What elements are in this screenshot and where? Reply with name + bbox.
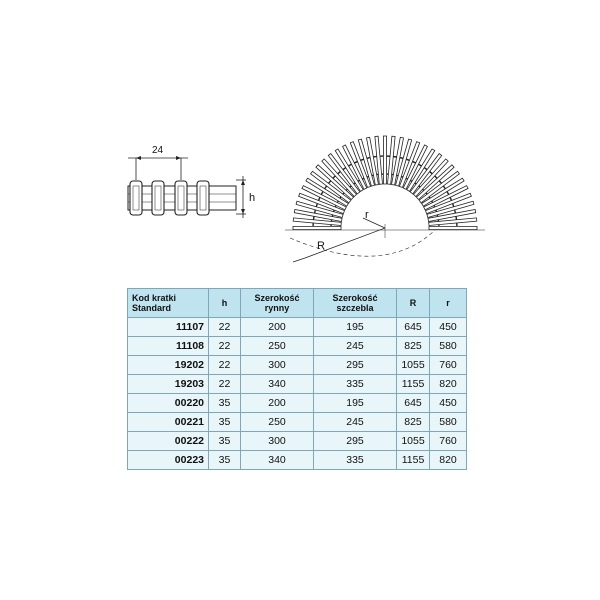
dimension-pitch-label: 24: [152, 145, 164, 156]
h-cell: 35: [209, 451, 241, 470]
gutter-width-cell: 250: [241, 413, 314, 432]
R-cell: 1155: [397, 375, 430, 394]
h-cell: 22: [209, 337, 241, 356]
R-cell: 1055: [397, 432, 430, 451]
technical-drawing: [0, 0, 600, 290]
bar-profile: [197, 181, 209, 215]
gutter-width-cell: 300: [241, 356, 314, 375]
header-code: [128, 289, 209, 318]
dimension-outer-radius-line: [293, 258, 305, 262]
code-cell: 11107: [128, 318, 209, 337]
header-code-line1: Kod kratki: [132, 293, 177, 303]
header-code-line2: Standard: [132, 303, 172, 313]
r-cell: 820: [430, 451, 467, 470]
r-cell: 580: [430, 413, 467, 432]
table-row: [128, 432, 467, 451]
table-row: [128, 337, 467, 356]
r-cell: 820: [430, 375, 467, 394]
gutter-width-cell: 200: [241, 318, 314, 337]
header-R: R: [397, 289, 430, 318]
table-header-row: [128, 289, 467, 318]
code-cell: 00223: [128, 451, 209, 470]
bar-width-cell: 295: [314, 356, 397, 375]
bar-profile: [175, 181, 187, 215]
h-cell: 35: [209, 413, 241, 432]
table-row: [128, 413, 467, 432]
code-cell: 00221: [128, 413, 209, 432]
R-cell: 645: [397, 318, 430, 337]
table-row: [128, 318, 467, 337]
bar-profile: [152, 181, 164, 215]
grating-bar: [383, 136, 386, 184]
bar-width-cell: 335: [314, 375, 397, 394]
table-row: [128, 375, 467, 394]
h-cell: 22: [209, 318, 241, 337]
dimension-height-label: h: [249, 192, 256, 204]
code-cell: 00222: [128, 432, 209, 451]
bar-width-cell: 195: [314, 394, 397, 413]
r-cell: 760: [430, 356, 467, 375]
grating-bar: [293, 226, 341, 229]
code-cell: 11108: [128, 337, 209, 356]
curved-grating-view: [285, 136, 485, 262]
gutter-width-cell: 340: [241, 375, 314, 394]
bar-width-cell: 245: [314, 413, 397, 432]
code-cell: 19203: [128, 375, 209, 394]
gutter-width-cell: 250: [241, 337, 314, 356]
R-cell: 1155: [397, 451, 430, 470]
table-row: [128, 356, 467, 375]
h-cell: 22: [209, 375, 241, 394]
header-h: h: [209, 289, 241, 318]
grating-bar: [429, 226, 477, 229]
r-cell: 450: [430, 318, 467, 337]
bar-width-cell: 295: [314, 432, 397, 451]
table-row: [128, 451, 467, 470]
R-cell: 1055: [397, 356, 430, 375]
h-cell: 35: [209, 432, 241, 451]
bar-profile: [130, 181, 142, 215]
gutter-width-cell: 200: [241, 394, 314, 413]
bar-width-cell: 245: [314, 337, 397, 356]
h-cell: 22: [209, 356, 241, 375]
dimension-inner-radius-label: r: [365, 209, 369, 221]
specification-table: [127, 288, 467, 470]
R-cell: 645: [397, 394, 430, 413]
header-gutter-width: Szerokość rynny: [241, 289, 314, 318]
R-cell: 825: [397, 337, 430, 356]
bar-width-cell: 195: [314, 318, 397, 337]
R-cell: 825: [397, 413, 430, 432]
r-cell: 760: [430, 432, 467, 451]
gutter-width-cell: 300: [241, 432, 314, 451]
header-r: r: [430, 289, 467, 318]
code-cell: 00220: [128, 394, 209, 413]
r-cell: 450: [430, 394, 467, 413]
h-cell: 35: [209, 394, 241, 413]
dimension-arc: [290, 230, 435, 256]
r-cell: 580: [430, 337, 467, 356]
table-row: [128, 394, 467, 413]
dimension-outer-radius-label: R: [317, 240, 325, 252]
code-cell: 19202: [128, 356, 209, 375]
gutter-width-cell: 340: [241, 451, 314, 470]
header-bar-width: Szerokość szczebla: [314, 289, 397, 318]
bar-width-cell: 335: [314, 451, 397, 470]
